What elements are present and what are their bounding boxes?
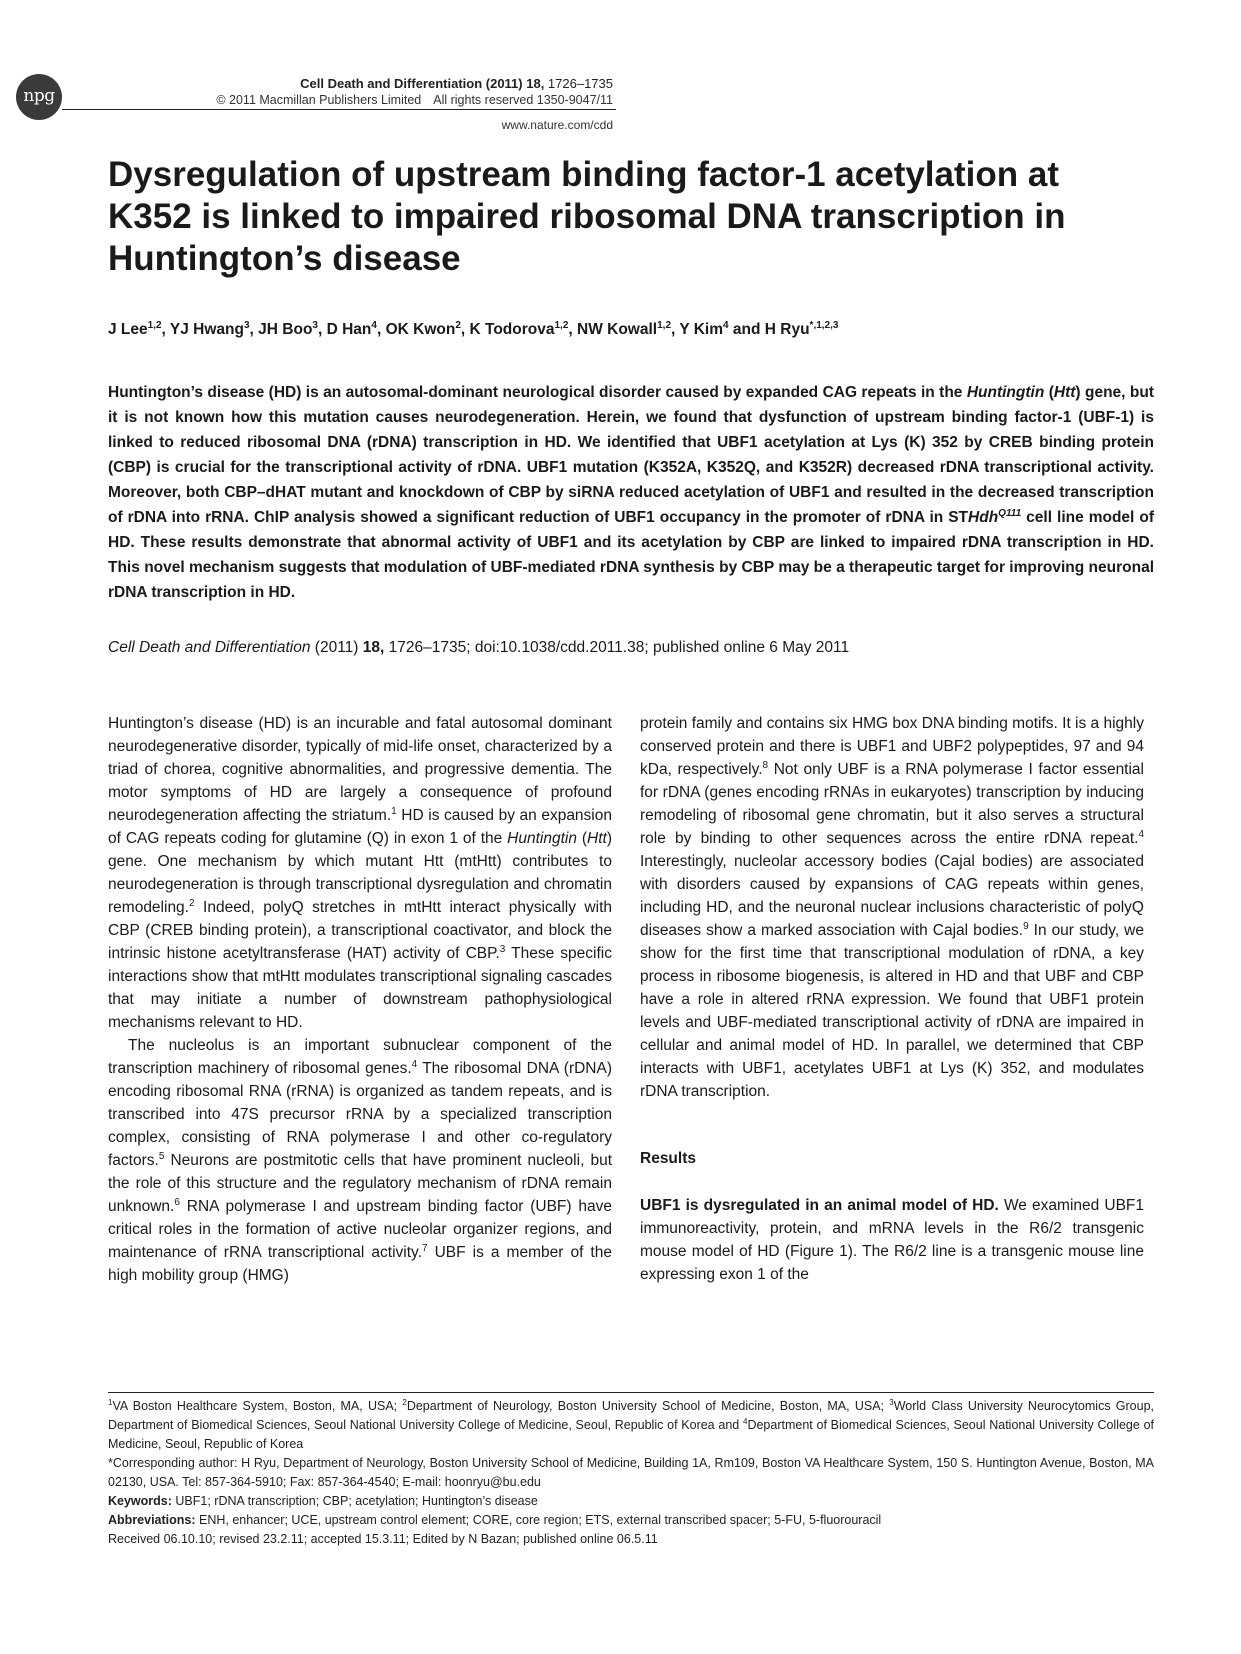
reference-marker: 4 <box>1138 828 1144 840</box>
footnote-rule <box>108 1392 1154 1393</box>
author-list <box>108 320 1158 340</box>
affiliations: $^1$VA Boston Healthcare System, Boston, MA, USA; $^2$Department of Neurology, Boston University School of Medicine, Boston, MA, USA; $^3$World Class University Neurocytomics Group, Department of Biomedical Sciences, Seoul National University College of Medicine, Seoul, Republic of Korea and $^4$Department of Biomedical Sciences, Seoul National University College of Medicine, Seoul, Republic of Korea <box>108 1397 1155 1451</box>
body-paragraph: Huntington’s disease (HD) is an incurable and fatal autosomal dominant neurodegenerative disorder, typically of mid-life onset, characterized by a triad of chorea, cognitive abnormalities, and progressive dementia. The motor symptoms of HD are largely a consequence of profound neurodegeneration affecting the striatum.$^1$ HD is caused by an expansion of CAG repeats coding for glutamine (Q) in exon 1 of the Huntingtin (Htt) gene. One mechanism by which mutant Htt (mtHtt) contributes to neurodegeneration is through transcriptional dysregulation and chromatin remodeling.$^2$ Indeed, polyQ stretches in mtHtt interact physically with CBP (CREB binding protein), a transcriptional coactivator, and block the intrinsic histone acetyltransferase (HAT) activity of CBP.$^3$ These specific interactions show that mtHtt modulates transcriptional signaling cascades that may initiate a number of downstream pathophysiological mechanisms relevant to HD. <box>108 715 613 1031</box>
body-paragraph: The nucleolus is an important subnuclear component of the transcription machinery of ribosomal genes.$^4$ The ribosomal DNA (rDNA) encoding ribosomal RNA (rRNA) is organized as tandem repeats, and is transcribed into 47S precursor rRNA by a specialized transcription complex, consisting of RNA polymerase I and other co-regulatory factors.$^5$ Neurons are postmitotic cells that have prominent nucleoli, but the role of this structure and the regulatory mechanism of rDNA remain unknown.$^6$ RNA polymerase I and upstream binding factor (UBF) have critical roles in the formation of active nucleolar organizer regions, and maintenance of rRNA transcriptional activity.$^7$ UBF is a member of the high mobility group (HMG) <box>108 1037 612 1284</box>
page-range: 1726–1735 <box>544 76 613 91</box>
section-heading-results: Results <box>640 1150 696 1167</box>
reference-marker: 8 <box>762 759 769 771</box>
author: K Todorova$^{1,2}$, <box>469 319 578 338</box>
author: D Han$^4$, <box>326 319 386 338</box>
copyright: © 2011 Macmillan Publishers Limited <box>216 93 422 107</box>
footnotes <box>108 1397 1154 1549</box>
author: H Ryu$^{*,1,2,3}$ <box>764 319 839 338</box>
author: J Lee$^{1,2}$, <box>108 319 170 338</box>
author: OK Kwon$^2$, <box>385 319 470 338</box>
results-paragraph: UBF1 is dysregulated in an animal model of HD. We examined UBF1 immunoreactivity, protein, and mRNA levels in the R6/2 transgenic mouse model of HD (Figure 1). The R6/2 line is a transgenic mouse line expressing exon 1 of the <box>640 1197 1145 1283</box>
journal-name: Cell Death and Differentiation (2011) 18, <box>300 76 545 91</box>
reference-marker: 3 <box>499 943 506 955</box>
author: Y Kim$^4$ and <box>679 319 765 338</box>
keywords: Keywords: UBF1; rDNA transcription; CBP; acetylation; Huntington’s disease <box>108 1494 538 1508</box>
author: NW Kowall$^{1,2}$, <box>577 319 680 338</box>
received-dates: Received 06.10.10; revised 23.2.11; accepted 15.3.11; Edited by N Bazan; published online 06.5.11 <box>108 1532 658 1546</box>
reference-marker: 9 <box>1023 920 1029 932</box>
header-rule <box>62 109 616 110</box>
reference-marker: 4 <box>411 1058 418 1070</box>
body-column-left <box>108 712 612 1287</box>
reference-marker: 7 <box>421 1242 428 1254</box>
reference-marker: 1 <box>391 805 397 817</box>
journal-reference <box>300 76 613 92</box>
journal-url[interactable]: www.nature.com/cdd <box>501 118 613 132</box>
article-citation: Cell Death and Differentiation (2011) 18, 1726–1735; doi:10.1038/cdd.2011.38; published online 6 May 2011 <box>108 639 850 656</box>
rights: All rights reserved 1350-9047/11 <box>433 93 613 107</box>
article-title: Dysregulation of upstream binding factor-1 acetylation at K352 is linked to impaired ribosomal DNA transcription in Huntington’s disease <box>108 155 1066 278</box>
body-paragraph: protein family and contains six HMG box DNA binding motifs. It is a highly conserved protein and there is UBF1 and UBF2 polypeptides, 97 and 94 kDa, respectively.$^8$ Not only UBF is a RNA polymerase I factor essential for rDNA (genes encoding rRNAs in eukaryotes) transcription by inducing remodeling of ribosomal gene chromatin, but it also serves a structural role by binding to other sequences across the entire rDNA repeat.$^4$ Interestingly, nucleolar accessory bodies (Cajal bodies) are associated with disorders caused by expansions of CAG repeats within genes, including HD, and the neuronal nuclear inclusions characteristic of polyQ diseases show a marked association with Cajal bodies.$^9$ In our study, we show for the first time that transcriptional modulation of rDNA, a key process in ribosome biogenesis, is altered in HD and that UBF and CBP have a role in altered rRNA expression. We found that UBF1 protein levels and UBF-mediated transcriptional activity of rDNA are impaired in cellular and animal model of HD. In parallel, we determined that CBP interacts with UBF1, acetylates UBF1 at Lys (K) 352, and modulates rDNA transcription. <box>640 715 1144 1100</box>
abstract: Huntington’s disease (HD) is an autosomal-dominant neurological disorder caused by expanded CAG repeats in the Huntingtin (Htt) gene, but it is not known how this mutation causes neurodegeneration. Herein, we found that dysfunction of upstream binding factor-1 (UBF-1) is linked to reduced ribosomal DNA (rDNA) transcription in HD. We identified that UBF1 acetylation at Lys (K) 352 by CREB binding protein (CBP) is crucial for the transcriptional activity of rDNA. UBF1 mutation (K352A, K352Q, and K352R) decreased rDNA transcriptional activity. Moreover, both CBP–dHAT mutant and knockdown of CBP by siRNA reduced acetylation of UBF1 and resulted in the decreased transcription of rDNA into rRNA. ChIP analysis showed a significant reduction of UBF1 occupancy in the promoter of rDNA in STHdh$^{Q111}$ cell line model of HD. These results demonstrate that abnormal activity of UBF1 and its acetylation by CBP are linked to impaired rDNA transcription in HD. This novel mechanism suggests that modulation of UBF-mediated rDNA synthesis by CBP may be a therapeutic target for improving neuronal rDNA transcription in HD. <box>108 384 1154 601</box>
reference-marker: 6 <box>174 1196 180 1208</box>
reference-marker: 2 <box>189 897 195 909</box>
author: JH Boo$^3$, <box>258 319 327 338</box>
body-column-right <box>640 712 1144 1286</box>
author: YJ Hwang$^3$, <box>169 319 259 338</box>
results-subheading: UBF1 is dysregulated in an animal model of HD. <box>640 1197 999 1214</box>
npg-logo: npg <box>16 74 62 120</box>
copyright-line <box>216 92 613 108</box>
reference-marker: 5 <box>158 1150 165 1162</box>
abbreviations: Abbreviations: ENH, enhancer; UCE, upstream control element; CORE, core region; ETS, external transcribed spacer; 5-FU, 5-fluorouracil <box>108 1513 882 1527</box>
corresponding-author: *Corresponding author: H Ryu, Department of Neurology, Boston University School of Medicine, Building 1A, Rm109, Boston VA Healthcare System, 150 S. Huntington Avenue, Boston, MA 02130, USA. Tel: 857-364-5910; Fax: 857-364-4540; E-mail: hoonryu@bu.edu <box>108 1456 1154 1489</box>
